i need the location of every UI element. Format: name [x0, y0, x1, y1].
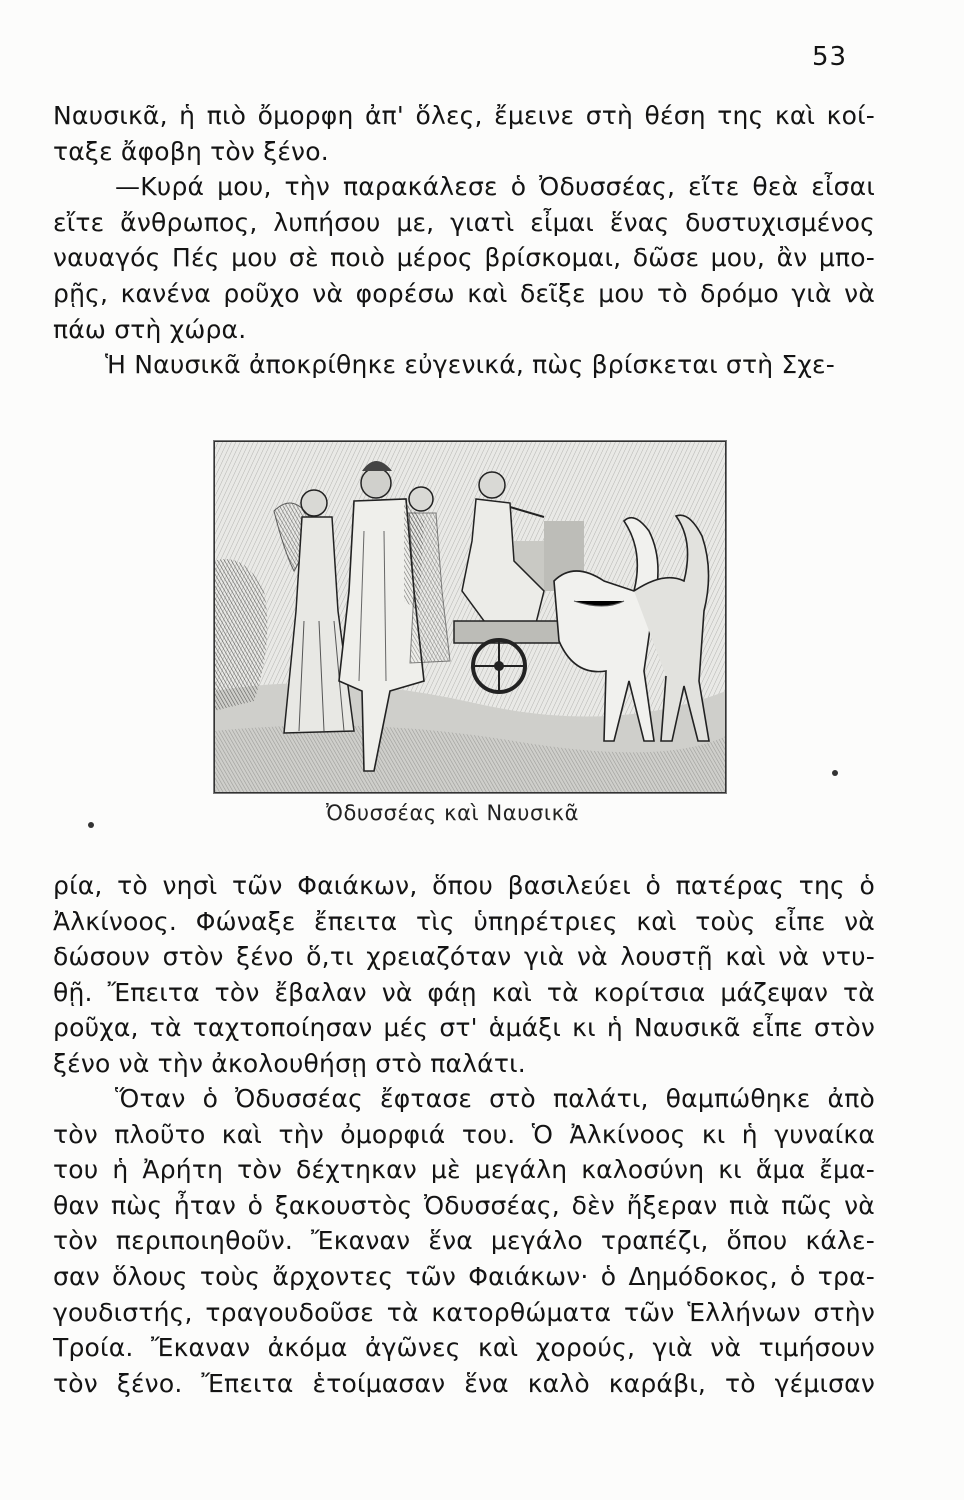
text-line: εἴτε ἄνθρωπος, λυπήσου με, γιατὶ εἶμαι ἕνας δυστυχισμένος [53, 207, 875, 237]
engraving-illustration [213, 440, 727, 794]
text-line: σαν ὅλους τοὺς ἄρχοντες τῶν Φαιάκων· ὁ Δημόδοκος, ὁ τρα- [53, 1261, 875, 1291]
text-line: θῇ. Ἔπειτα τὸν ἔβαλαν νὰ φάῃ καὶ τὰ κορίτσια μάζεψαν τὰ [53, 977, 875, 1007]
text-line: Ὅταν ὁ Ὀδυσσέας ἔφτασε στὸ παλάτι, θαμπώθηκε ἀπὸ [115, 1084, 875, 1113]
text-line: ρῇς, κανένα ροῦχο νὰ φορέσω καὶ δεῖξε μου τὸ δρόμο γιὰ νὰ [53, 278, 875, 308]
text-line: —Κυρά μου, τὴν παρακάλεσε ὁ Ὀδυσσέας, εἴτε θεὰ εἶσαι [115, 172, 875, 202]
text-line: δώσουν στὸν ξένο ὅ,τι χρειαζόταν γιὰ νὰ λουστῇ καὶ νὰ ντυ- [53, 942, 875, 972]
text-line: Ἡ Ναυσικᾶ ἀποκρίθηκε εὐγενικά, πὼς βρίσκεται στὴ Σχε- [105, 350, 835, 380]
text-line: τὸν ξένο. Ἔπειτα ἑτοίμασαν ἕνα καλὸ καράβι, τὸ γέμισαν [53, 1368, 875, 1398]
text-line: θαν πὼς ἦταν ὁ ξακουστὸς Ὀδυσσέας, δὲν ἤξεραν πιὰ πῶς νὰ [53, 1190, 875, 1220]
text-line: Ἀλκίνοος. Φώναξε ἔπειτα τὶς ὑπηρέτριες καὶ τοὺς εἶπε νὰ [53, 906, 875, 936]
text-line: γουδιστής, τραγουδοῦσε τὰ κατορθώματα τῶν Ἑλλήνων στὴν [53, 1297, 875, 1327]
print-speck [832, 770, 838, 776]
text-line: ταξε ἄφοβη τὸν ξένο. [53, 136, 329, 166]
engraving-odysseus-nausicaa-icon [214, 441, 726, 793]
text-line: τὸν περιποιηθοῦν. Ἔκαναν ἕνα μεγάλο τραπέζι, ὅπου κάλε- [53, 1226, 875, 1256]
text-line: ξένο νὰ τὴν ἀκολουθήσῃ στὸ παλάτι. [53, 1048, 526, 1078]
page-number: 53 [812, 42, 848, 72]
illustration-caption: Ὀδυσσέας καὶ Ναυσικᾶ [326, 801, 580, 825]
print-speck [88, 822, 94, 828]
text-block-bottom-2 [53, 1081, 875, 1401]
text-line: Ναυσικᾶ, ἡ πιὸ ὄμορφη ἀπ' ὅλες, ἔμεινε στὴ θέση της καὶ κοί- [53, 101, 875, 130]
text-line: του ἡ Ἀρήτη τὸν δέχτηκαν μὲ μεγάλη καλοσύνη κι ἅμα ἔμα- [53, 1155, 875, 1185]
text-block-bottom [53, 868, 875, 1082]
text-line: ρία, τὸ νησὶ τῶν Φαιάκων, ὅπου βασιλεύει ὁ πατέρας της ὁ [53, 871, 875, 900]
text-line: ροῦχα, τὰ ταχτοποίησαν μές στ' ἁμάξι κι ἡ Ναυσικᾶ εἶπε στὸν [53, 1013, 875, 1043]
text-line: ναυαγός Πές μου σὲ ποιὸ μέρος βρίσκομαι, δῶσε μου, ἂν μπο- [53, 243, 875, 273]
text-line: τὸν πλοῦτο καὶ τὴν ὀμορφιά του. Ὁ Ἀλκίνοος κι ἡ γυναίκα [53, 1119, 875, 1149]
text-line: Τροία. Ἔκαναν ἀκόμα ἀγῶνες καὶ χορούς, γιὰ νὰ τιμήσουν [53, 1333, 875, 1363]
text-line: πάω στὴ χώρα. [53, 314, 247, 344]
text-block-top [53, 98, 875, 383]
